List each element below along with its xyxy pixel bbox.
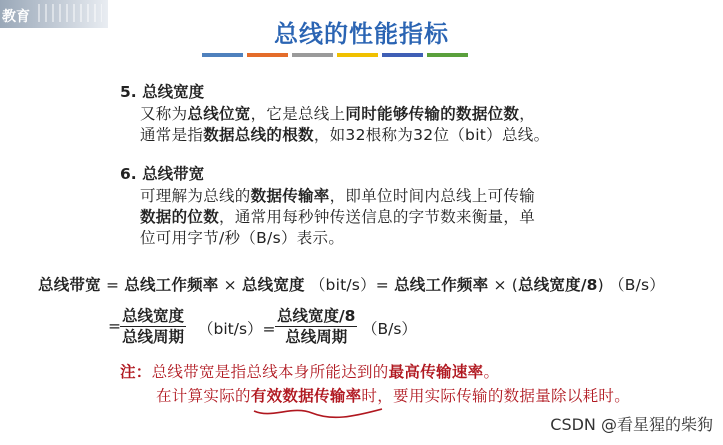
- emphasis-text: 总线工作频率: [124, 276, 219, 294]
- equals-sign: =: [108, 317, 121, 335]
- emphasis-text: 总线宽度/8: [518, 276, 598, 294]
- text-run: ，即单位时间内总线上可传输: [329, 187, 536, 205]
- bandwidth-formula: [38, 273, 665, 295]
- text-line: [140, 207, 535, 228]
- text-run: （bit/s）=: [304, 276, 395, 294]
- text-run: 又称为: [140, 105, 188, 123]
- section-bus-bandwidth-text: [140, 186, 535, 249]
- text-run: 可理解为总线的: [140, 187, 251, 205]
- emphasis-text: 最高传输速率: [388, 363, 484, 381]
- text-line: [140, 186, 535, 207]
- text-run: ，它是总线上: [250, 105, 346, 123]
- divider-stripe: [382, 53, 423, 57]
- text-run: ，通常用每秒钟传送信息的字节数来衡量，单: [219, 208, 536, 226]
- text-line: [140, 125, 549, 146]
- text-run: 时，要用实际传输的数据量除以耗时。: [361, 387, 631, 405]
- emphasis-text: 总线宽度: [241, 276, 305, 294]
- emphasis-text: 注：: [120, 363, 152, 381]
- divider-stripe: [292, 53, 333, 57]
- section-bus-width-heading: 5. 总线宽度: [120, 83, 205, 101]
- emphasis-text: 同时能够传输的数据位数: [345, 105, 520, 123]
- emphasis-text: 数据的位数: [140, 208, 220, 226]
- fraction-width8-over-period: [275, 306, 357, 347]
- emphasis-text: 总线带宽: [38, 276, 101, 294]
- divider-stripe: [247, 53, 288, 57]
- text-line: [140, 104, 549, 125]
- csdn-watermark: CSDN @看星猩的柴狗: [550, 415, 713, 434]
- note-line-1: [120, 360, 499, 382]
- fraction-width-over-period: [120, 306, 186, 347]
- slide-title: 总线的性能指标: [274, 20, 449, 48]
- text-run: =: [100, 276, 125, 294]
- text-run: 。: [483, 363, 500, 381]
- text-run: ，: [519, 105, 536, 123]
- emphasis-text: 总线工作频率: [394, 276, 489, 294]
- note-line-2: [156, 384, 630, 406]
- text-line: [140, 228, 535, 249]
- handwritten-underline: [252, 405, 384, 419]
- fraction-numerator: 总线宽度: [122, 307, 185, 325]
- text-run: ×: [218, 276, 242, 294]
- emphasis-text: 数据总线的根数: [203, 126, 314, 144]
- divider-stripe: [427, 53, 468, 57]
- text-run: 位可用字节/秒（B/s）表示。: [140, 229, 345, 247]
- divider-stripe: [202, 53, 243, 57]
- text-run: 在计算实际的: [156, 387, 251, 405]
- divider-stripe: [337, 53, 378, 57]
- title-divider-stripes: [202, 53, 468, 57]
- fraction-numerator: 总线宽度/8: [277, 307, 356, 325]
- emphasis-text: 有效数据传输率: [250, 387, 362, 405]
- text-run: 通常是指: [140, 126, 204, 144]
- fraction-denominator: 总线周期: [285, 328, 348, 346]
- fraction-denominator: 总线周期: [122, 328, 185, 346]
- emphasis-text: 数据传输率: [250, 187, 330, 205]
- text-run: ) （B/s）: [597, 276, 665, 294]
- section-bus-width-text: [140, 104, 549, 146]
- unit-byte-per-second: （B/s）: [362, 320, 417, 338]
- text-run: 总线带宽是指总线本身所能达到的: [151, 363, 389, 381]
- section-bus-bandwidth-heading: 6. 总线带宽: [120, 165, 205, 183]
- emphasis-text: 总线位宽: [187, 105, 251, 123]
- unit-bit-per-second: （bit/s）=: [198, 320, 276, 338]
- text-run: ，如32根称为32位（bit）总线。: [313, 126, 550, 144]
- logo-text: 教育: [2, 9, 30, 25]
- text-run: × (: [488, 276, 519, 294]
